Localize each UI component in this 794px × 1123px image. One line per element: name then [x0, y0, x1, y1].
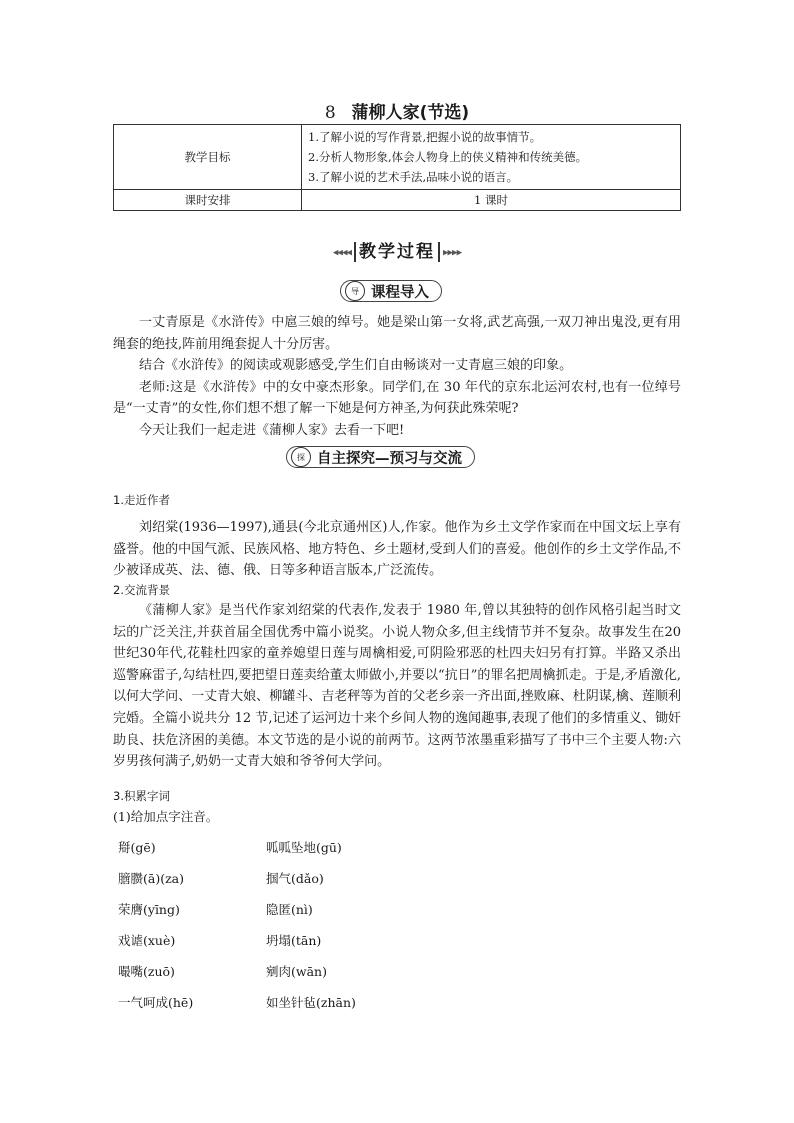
divider-bar [438, 242, 440, 262]
vocab-item: 坍塌(tān) [266, 933, 322, 948]
objectives-row [114, 125, 681, 190]
paragraph: 老师:这是《水浒传》中的女中豪杰形象。同学们,在 30 年代的京东北运河农村,也有一位绰号是“一丈青”的女性,你们想不想了解一下她是何方神圣,为何获此殊荣呢? [113, 379, 681, 417]
subheading-vocab: 3.积累字词 [113, 789, 170, 803]
schedule-value: 1 课时 [302, 190, 681, 211]
paragraph: 一丈青原是《水浒传》中扈三娘的绰号。她是梁山第一女将,武艺高强,一双刀神出鬼没,更有用绳套的绝技,阵前用绳套捉人十分厉害。 [113, 315, 681, 352]
section-title: 课程导入 [371, 284, 429, 301]
section-title: 自主探究—预习与交流 [317, 450, 462, 467]
background-paragraph: 《蒲柳人家》是当代作家刘绍棠的代表作,发表于 1980 年,曾以其独特的创作风格引起当时文坛的广泛关注,并获首届全国优秀中篇小说奖。小说人物众多,但主线情节并不复杂。故事发生在20世纪30年代,花鞋杜四家的童养媳望日莲与周檎相爱,可阴险邪恶的杜四夫妇另有打算。半路又杀出巡警麻雷子,勾结杜四,要把望日莲卖给董太师做小,并要以“抗日”的罪名把周檎抓走。于是,矛盾激化,以何大学问、一丈青大娘、柳罐斗、吉老秤等为首的父老乡亲一齐出面,挫败麻、杜阴谋,檎、莲顺利完婚。全篇小说共分 12 节,记述了运河边十来个乡间人物的逸闻趣事,表现了他们的多情重义、锄奸助良、扶危济困的美德。本文节选的是小说的前两节。这两节浓墨重彩描写了书中三个主要人物:六岁男孩何满子,奶奶一丈青大娘和爷爷何大学问。 [113, 603, 681, 770]
paragraph: 今天让我们一起走进《蒲柳人家》去看一下吧! [139, 422, 405, 438]
intro-section [113, 312, 681, 442]
vocab-item: 荣膺(yīng) [118, 902, 180, 917]
process-banner-text: 教学过程 [359, 242, 435, 262]
vocab-item: 膪臜(ā)(za) [118, 871, 184, 886]
section-heading-intro [340, 280, 442, 302]
section-heading-explore [286, 446, 475, 468]
subheading-background: 2.交流背景 [113, 583, 170, 597]
process-banner [0, 237, 794, 262]
lesson-title-text: 蒲柳人家(节选) [351, 103, 470, 123]
vocab-item: 剜肉(wān) [266, 964, 327, 979]
vocab-item: 掴气(dǎo) [266, 871, 324, 886]
right-arrows-icon: ▸▸▸▸ [443, 245, 462, 259]
vocab-instruction: (1)给加点字注音。 [113, 809, 219, 824]
vocab-item: 一气呵成(hē) [118, 995, 194, 1010]
vocab-item: 戏谑(xuè) [118, 933, 176, 948]
author-paragraph: 刘绍棠(1936—1997),通县(今北京通州区)人,作家。他作为乡土文学作家而在中国文坛上享有盛誉。他的中国气派、民族风格、地方特色、乡土题材,受到人们的喜爱。他创作的乡土文学作品,不少被译成英、法、德、俄、日等多种语言版本,广泛流传。 [113, 520, 681, 579]
vocab-item: 搿(gē) [118, 840, 156, 855]
objectives-table [113, 124, 681, 211]
schedule-row [114, 190, 681, 211]
paragraph: 结合《水浒传》的阅读或观影感受,学生们自由畅谈对一丈青扈三娘的印象。 [139, 358, 573, 374]
lesson-number: 8 [324, 103, 336, 123]
objectives-list [302, 125, 681, 190]
subheading-author: 1.走近作者 [113, 493, 170, 507]
vocab-item: 隐匿(nì) [266, 902, 313, 917]
left-arrows-icon: ◂◂◂◂ [332, 245, 351, 259]
objective-item: 1.了解小说的写作背景,把握小说的故事情节。 [308, 130, 542, 144]
badge-icon: 导 [345, 281, 365, 301]
objectives-label: 教学目标 [114, 125, 302, 190]
schedule-label: 课时安排 [114, 190, 302, 211]
lesson-title [0, 98, 794, 123]
badge-icon: 探 [291, 447, 311, 467]
vocab-item: 嘬嘴(zuō) [118, 964, 175, 979]
divider-bar [354, 242, 356, 262]
vocab-item: 呱呱坠地(gū) [266, 840, 342, 855]
vocab-item: 如坐针毡(zhān) [266, 995, 356, 1010]
objective-item: 3.了解小说的艺术手法,品味小说的语言。 [308, 170, 519, 184]
objective-item: 2.分析人物形象,体会人物身上的侠义精神和传统美德。 [308, 150, 588, 164]
